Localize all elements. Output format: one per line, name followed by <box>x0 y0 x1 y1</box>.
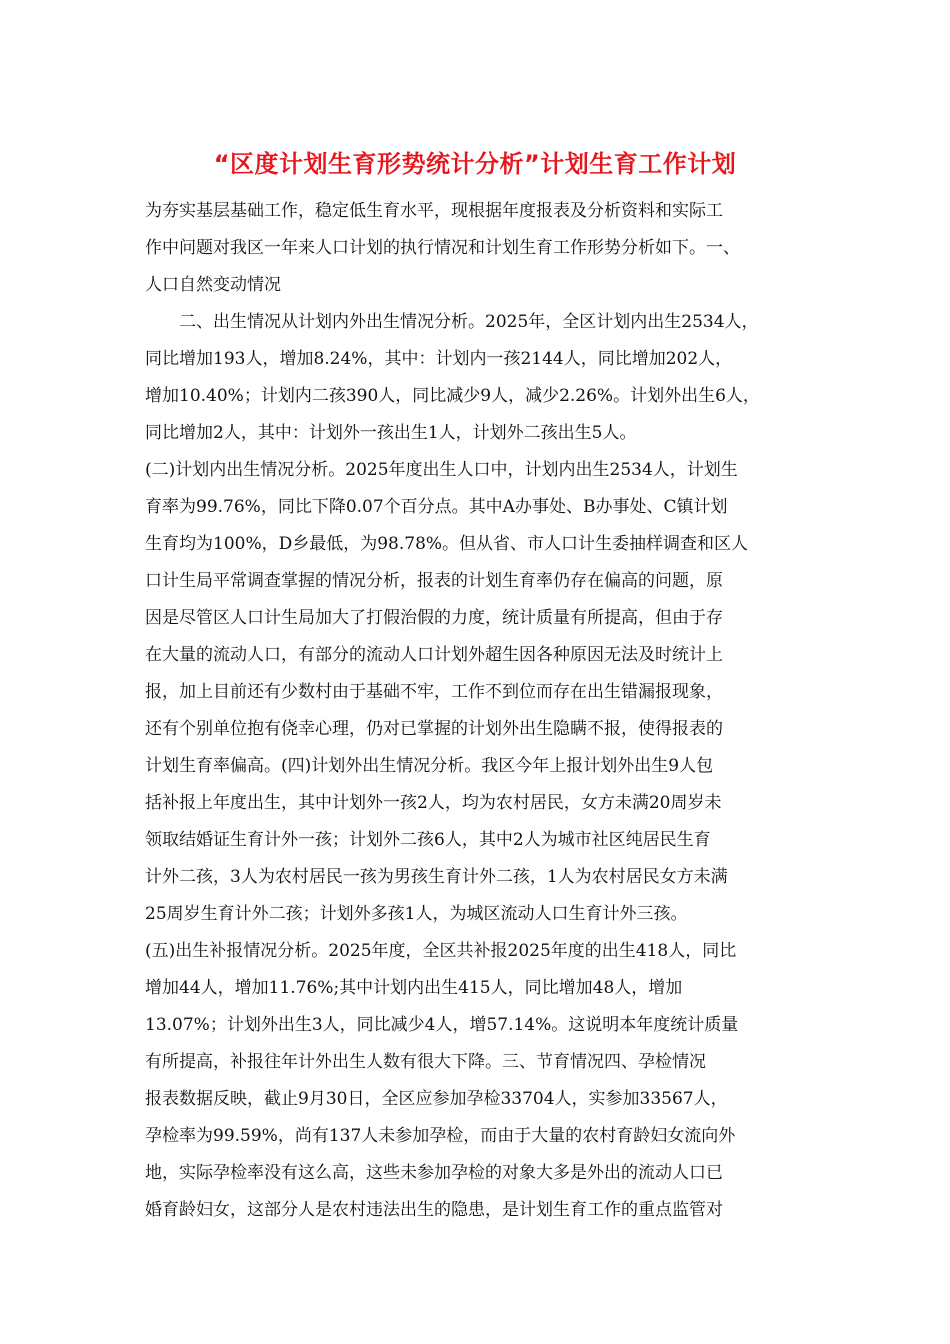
body-line-25: 报表数据反映，截止9月30日，全区应参加孕检33704人，实参加33567人， <box>145 1089 728 1109</box>
body-line-18: 领取结婚证生育计外一孩；计划外二孩6人，其中2人为城市社区纯居民生育 <box>145 830 711 850</box>
body-line-5: 同比增加193人，增加8.24%，其中：计划内一孩2144人，同比增加202人， <box>145 349 733 369</box>
body-line-22: 增加44人，增加11.76%;其中计划内出生415人，同比增加48人，增加 <box>145 978 683 998</box>
body-line-14: 报，加上目前还有少数村由于基础不牢，工作不到位而存在出生错漏报现象， <box>145 682 723 702</box>
body-line-11: 口计生局平常调查掌握的情况分析，报表的计划生育率仍存在偏高的问题，原 <box>145 571 723 591</box>
body-line-10: 生育均为100%，D乡最低，为98.78%。但从省、市人口计生委抽样调查和区人 <box>145 534 749 554</box>
body-line-8: (二)计划内出生情况分析。2025年度出生人口中，计划内出生2534人，计划生 <box>145 460 738 480</box>
body-line-4: 二、出生情况从计划内外出生情况分析。2025年，全区计划内出生2534人， <box>145 312 759 332</box>
body-line-24: 有所提高，补报往年计外出生人数有很大下降。三、节育情况四、孕检情况 <box>145 1052 706 1072</box>
body-line-3: 人口自然变动情况 <box>145 275 281 295</box>
body-line-21: (五)出生补报情况分析。2025年度，全区共补报2025年度的出生418人，同比 <box>145 941 737 961</box>
body-line-13: 在大量的流动人口，有部分的流动人口计划外超生因各种原因无法及时统计上 <box>145 645 723 665</box>
body-line-2: 作中问题对我区一年来人口计划的执行情况和计划生育工作形势分析如下。一、 <box>145 238 740 258</box>
body-line-1: 为夯实基层基础工作，稳定低生育水平，现根据年度报表及分析资料和实际工 <box>145 201 723 221</box>
body-line-27: 地，实际孕检率没有这么高，这些未参加孕检的对象大多是外出的流动人口已 <box>145 1163 723 1183</box>
body-line-28: 婚育龄妇女，这部分人是农村违法出生的隐患，是计划生育工作的重点监管对 <box>145 1200 723 1220</box>
body-line-6: 增加10.40%；计划内二孩390人，同比减少9人，减少2.26%。计划外出生6人， <box>145 386 760 406</box>
body-line-20: 25周岁生育计外二孩；计划外多孩1人，为城区流动人口生育计外三孩。 <box>145 904 688 924</box>
document-title: “区度计划生育形势统计分析”计划生育工作计划 <box>213 150 737 178</box>
body-line-19: 计外二孩，3人为农村居民一孩为男孩生育计外二孩，1人为农村居民女方未满 <box>145 867 728 887</box>
body-line-26: 孕检率为99.59%，尚有137人未参加孕检，而由于大量的农村育龄妇女流向外 <box>145 1126 736 1146</box>
body-line-16: 计划生育率偏高。(四)计划外出生情况分析。我区今年上报计划外出生9人包 <box>145 756 714 776</box>
body-line-17: 括补报上年度出生，其中计划外一孩2人，均为农村居民，女方未满20周岁未 <box>145 793 722 813</box>
body-line-23: 13.07%；计划外出生3人，同比减少4人，增57.14%。这说明本年度统计质量 <box>145 1015 739 1035</box>
body-line-7: 同比增加2人，其中：计划外一孩出生1人，计划外二孩出生5人。 <box>145 423 637 443</box>
body-line-15: 还有个别单位抱有侥幸心理，仍对已掌握的计划外出生隐瞒不报，使得报表的 <box>145 719 723 739</box>
body-line-9: 育率为99.76%，同比下降0.07个百分点。其中A办事处、B办事处、C镇计划 <box>145 497 728 517</box>
body-line-12: 因是尽管区人口计生局加大了打假治假的力度，统计质量有所提高，但由于存 <box>145 608 723 628</box>
